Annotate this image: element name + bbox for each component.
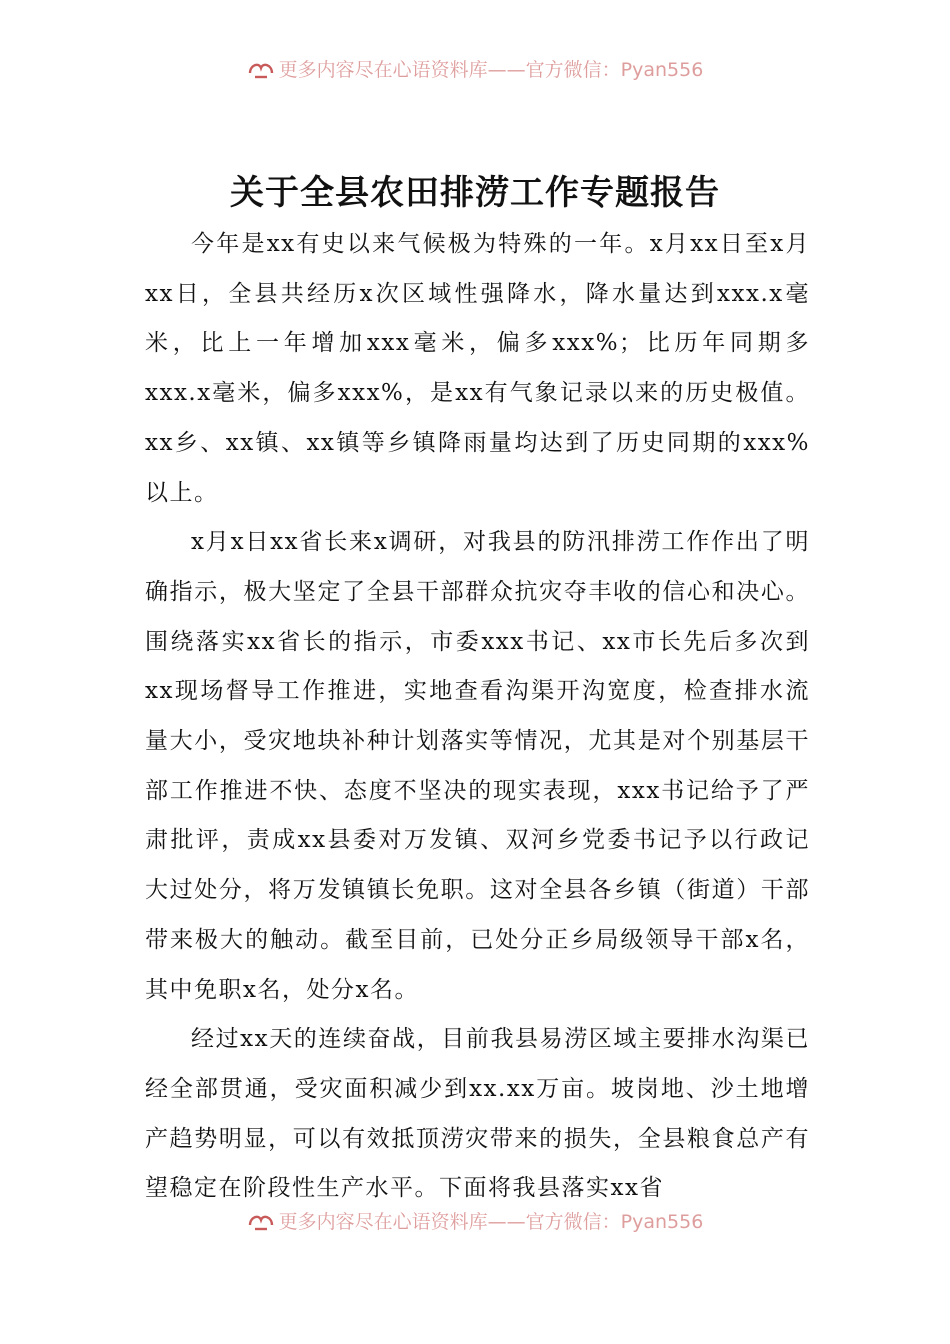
- document-title: 关于全县农田排涝工作专题报告: [230, 173, 720, 213]
- watermark-text: 更多内容尽在心语资料库——官方微信：Pyan556: [278, 1210, 704, 1233]
- header-watermark: [0, 54, 950, 84]
- watermark-logo-icon: [247, 1211, 275, 1233]
- paragraph-2: x月x日xx省长来x调研，对我县的防汛排涝工作作出了明确指示，极大坚定了全县干部群众抗灾夺丰收的信心和决心。围绕落实xx省长的指示，市委xxx书记、xx市长先后多次到xx现场督导工作推进，实地查看沟渠开沟宽度，检查排水流量大小，受灾地块补种计划落实等情况，尤其是对个别基层干部工作推进不快、态度不坚决的现实表现，xxx书记给予了严肃批评，责成xx县委对万发镇、双河乡党委书记予以行政记大过处分，将万发镇镇长免职。这对全县各乡镇（街道）干部带来极大的触动。截至目前，已处分正乡局级领导干部x名，其中免职x名，处分x名。: [145, 529, 810, 1003]
- footer-watermark: [0, 1206, 950, 1236]
- paragraph-3: 经过xx天的连续奋战，目前我县易涝区域主要排水沟渠已经全部贯通，受灾面积减少到xx.xx万亩。坡岗地、沙土地增产趋势明显，可以有效抵顶涝灾带来的损失，全县粮食总产有望稳定在阶段性生产水平。下面将我县落实xx省: [145, 1026, 810, 1202]
- document-body: [145, 220, 810, 1214]
- watermark-text: 更多内容尽在心语资料库——官方微信：Pyan556: [278, 58, 704, 81]
- watermark-logo-icon: [247, 59, 275, 81]
- paragraph-1: 今年是xx有史以来气候极为特殊的一年。x月xx日至x月xx日，全县共经历x次区域性强降水，降水量达到xxx.x毫米，比上一年增加xxx毫米，偏多xxx%；比历年同期多xxx.x毫米，偏多xxx%，是xx有气象记录以来的历史极值。xx乡、xx镇、xx镇等乡镇降雨量均达到了历史同期的xxx%以上。: [145, 231, 810, 506]
